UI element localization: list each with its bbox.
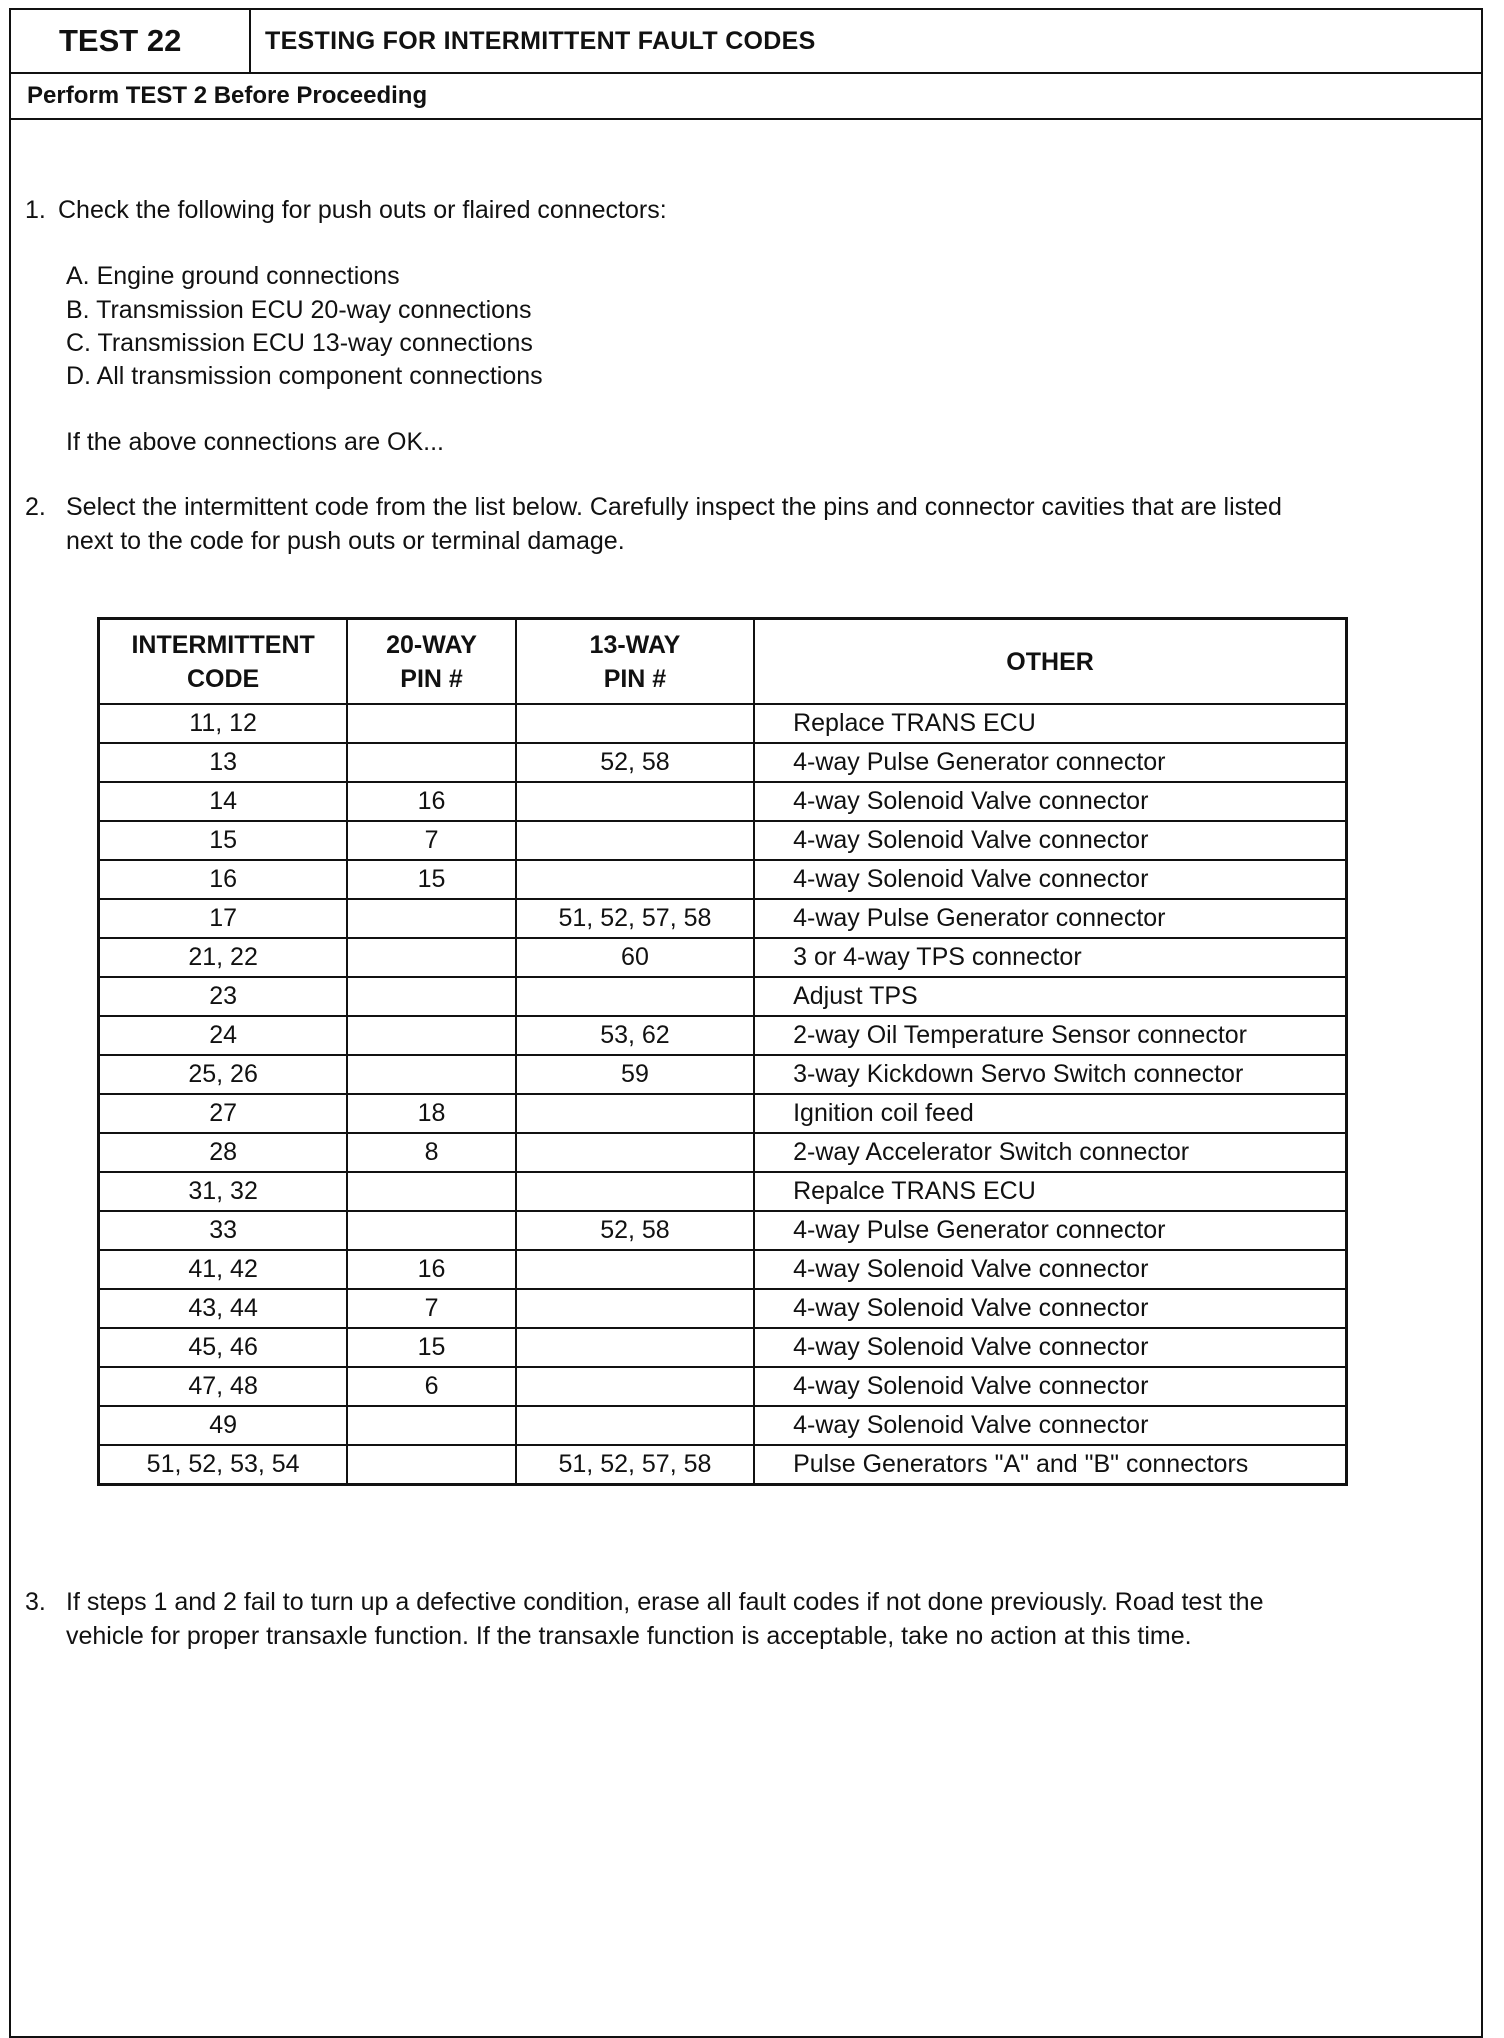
table-row: [99, 1445, 1347, 1485]
table-row: [99, 1133, 1347, 1172]
table-row: [99, 1250, 1347, 1289]
cell-code: 15: [99, 821, 348, 860]
cell-13way-pin: [516, 977, 754, 1016]
cell-20way-pin: [347, 1406, 516, 1445]
table-body: [99, 704, 1347, 1485]
cell-13way-pin: [516, 1328, 754, 1367]
step2-number: 2.: [25, 493, 46, 521]
cell-13way-pin: [516, 860, 754, 899]
prerequisite-row: [11, 74, 1481, 120]
table-row: [99, 899, 1347, 938]
cell-13way-pin: 53, 62: [516, 1016, 754, 1055]
cell-code: 41, 42: [99, 1250, 348, 1289]
cell-13way-pin: [516, 1367, 754, 1406]
cell-20way-pin: 6: [347, 1367, 516, 1406]
cell-13way-pin: [516, 1172, 754, 1211]
cell-13way-pin: [516, 821, 754, 860]
cell-code: 33: [99, 1211, 348, 1250]
step3-number: 3.: [25, 1588, 46, 1616]
cell-13way-pin: 59: [516, 1055, 754, 1094]
step1-item: C. Transmission ECU 13-way connections: [66, 329, 533, 357]
cell-other: Repalce TRANS ECU: [754, 1172, 1346, 1211]
cell-20way-pin: [347, 1055, 516, 1094]
cell-13way-pin: [516, 1289, 754, 1328]
cell-13way-pin: [516, 1094, 754, 1133]
cell-other: 4-way Solenoid Valve connector: [754, 1289, 1346, 1328]
cell-13way-pin: 51, 52, 57, 58: [516, 899, 754, 938]
cell-code: 13: [99, 743, 348, 782]
cell-20way-pin: 16: [347, 1250, 516, 1289]
cell-other: Ignition coil feed: [754, 1094, 1346, 1133]
cell-20way-pin: [347, 1016, 516, 1055]
table-row: [99, 1289, 1347, 1328]
cell-code: 28: [99, 1133, 348, 1172]
table-row: [99, 1055, 1347, 1094]
table-header-row: [99, 619, 1347, 705]
table-row: [99, 1094, 1347, 1133]
table-row: [99, 782, 1347, 821]
header-code: [99, 619, 348, 705]
cell-20way-pin: [347, 977, 516, 1016]
step1-item: A. Engine ground connections: [66, 262, 400, 290]
intermittent-codes-table: [97, 617, 1348, 1486]
cell-other: 4-way Solenoid Valve connector: [754, 1406, 1346, 1445]
header-13way: [516, 619, 754, 705]
cell-other: Adjust TPS: [754, 977, 1346, 1016]
table-row: [99, 1016, 1347, 1055]
header-13way-line2: PIN #: [603, 664, 667, 693]
table-row: [99, 977, 1347, 1016]
cell-20way-pin: 7: [347, 1289, 516, 1328]
table-row: [99, 1328, 1347, 1367]
cell-code: 21, 22: [99, 938, 348, 977]
cell-20way-pin: 15: [347, 1328, 516, 1367]
prerequisite-text: Perform TEST 2 Before Proceeding: [27, 82, 428, 109]
cell-13way-pin: 52, 58: [516, 743, 754, 782]
header-code-line1: INTERMITTENT: [131, 630, 315, 659]
cell-code: 14: [99, 782, 348, 821]
step3-line1: If steps 1 and 2 fail to turn up a defective condition, erase all fault codes if not done previously. Road test the: [66, 1588, 1264, 1616]
cell-code: 31, 32: [99, 1172, 348, 1211]
cell-code: 16: [99, 860, 348, 899]
step2-line1: Select the intermittent code from the list below. Carefully inspect the pins and connector cavities that are listed: [66, 493, 1282, 521]
header-code-line2: CODE: [187, 664, 260, 693]
header-row: [11, 10, 1481, 74]
header-other: OTHER: [754, 619, 1346, 705]
table-row: [99, 1406, 1347, 1445]
cell-13way-pin: 51, 52, 57, 58: [516, 1445, 754, 1485]
cell-20way-pin: [347, 1211, 516, 1250]
cell-code: 43, 44: [99, 1289, 348, 1328]
header-20way: [347, 619, 516, 705]
cell-other: 3 or 4-way TPS connector: [754, 938, 1346, 977]
cell-20way-pin: [347, 704, 516, 743]
cell-20way-pin: 15: [347, 860, 516, 899]
cell-20way-pin: [347, 899, 516, 938]
table-row: [99, 743, 1347, 782]
cell-other: 3-way Kickdown Servo Switch connector: [754, 1055, 1346, 1094]
table-row: [99, 1172, 1347, 1211]
header-20way-line1: 20-WAY: [386, 630, 477, 659]
cell-13way-pin: [516, 782, 754, 821]
table-row: [99, 1367, 1347, 1406]
table-row: [99, 821, 1347, 860]
cell-other: Replace TRANS ECU: [754, 704, 1346, 743]
cell-other: 4-way Pulse Generator connector: [754, 899, 1346, 938]
cell-other: 4-way Pulse Generator connector: [754, 1211, 1346, 1250]
cell-code: 51, 52, 53, 54: [99, 1445, 348, 1485]
step3-line2: vehicle for proper transaxle function. If the transaxle function is acceptable, take no action at this time.: [66, 1622, 1192, 1650]
step1-note: If the above connections are OK...: [66, 428, 445, 456]
cell-20way-pin: 8: [347, 1133, 516, 1172]
header-13way-line1: 13-WAY: [589, 630, 681, 659]
cell-code: 27: [99, 1094, 348, 1133]
header-20way-line2: PIN #: [400, 664, 463, 693]
cell-13way-pin: 60: [516, 938, 754, 977]
table-row: [99, 1211, 1347, 1250]
cell-other: 4-way Solenoid Valve connector: [754, 860, 1346, 899]
cell-20way-pin: [347, 938, 516, 977]
cell-other: 4-way Solenoid Valve connector: [754, 782, 1346, 821]
cell-code: 49: [99, 1406, 348, 1445]
cell-other: 4-way Pulse Generator connector: [754, 743, 1346, 782]
table-row: [99, 938, 1347, 977]
cell-code: 47, 48: [99, 1367, 348, 1406]
cell-20way-pin: [347, 743, 516, 782]
cell-other: Pulse Generators "A" and "B" connectors: [754, 1445, 1346, 1485]
step1-text: Check the following for push outs or flaired connectors:: [58, 196, 667, 224]
step2-line2: next to the code for push outs or terminal damage.: [66, 527, 625, 555]
cell-13way-pin: [516, 1250, 754, 1289]
cell-13way-pin: [516, 704, 754, 743]
cell-20way-pin: [347, 1172, 516, 1211]
step1-number: 1.: [25, 196, 46, 224]
cell-13way-pin: [516, 1133, 754, 1172]
step1-item: D. All transmission component connections: [66, 362, 543, 390]
cell-other: 4-way Solenoid Valve connector: [754, 1367, 1346, 1406]
cell-20way-pin: 16: [347, 782, 516, 821]
cell-code: 45, 46: [99, 1328, 348, 1367]
cell-20way-pin: 7: [347, 821, 516, 860]
test-title: TESTING FOR INTERMITTENT FAULT CODES: [265, 27, 816, 55]
cell-13way-pin: 52, 58: [516, 1211, 754, 1250]
cell-code: 11, 12: [99, 704, 348, 743]
table-row: [99, 704, 1347, 743]
table-row: [99, 860, 1347, 899]
cell-other: 2-way Oil Temperature Sensor connector: [754, 1016, 1346, 1055]
cell-other: 2-way Accelerator Switch connector: [754, 1133, 1346, 1172]
test-id: TEST 22: [11, 10, 251, 72]
cell-code: 23: [99, 977, 348, 1016]
cell-13way-pin: [516, 1406, 754, 1445]
cell-code: 25, 26: [99, 1055, 348, 1094]
cell-other: 4-way Solenoid Valve connector: [754, 821, 1346, 860]
cell-20way-pin: 18: [347, 1094, 516, 1133]
cell-other: 4-way Solenoid Valve connector: [754, 1328, 1346, 1367]
cell-other: 4-way Solenoid Valve connector: [754, 1250, 1346, 1289]
step1-item: B. Transmission ECU 20-way connections: [66, 296, 532, 324]
cell-code: 17: [99, 899, 348, 938]
cell-20way-pin: [347, 1445, 516, 1485]
cell-code: 24: [99, 1016, 348, 1055]
